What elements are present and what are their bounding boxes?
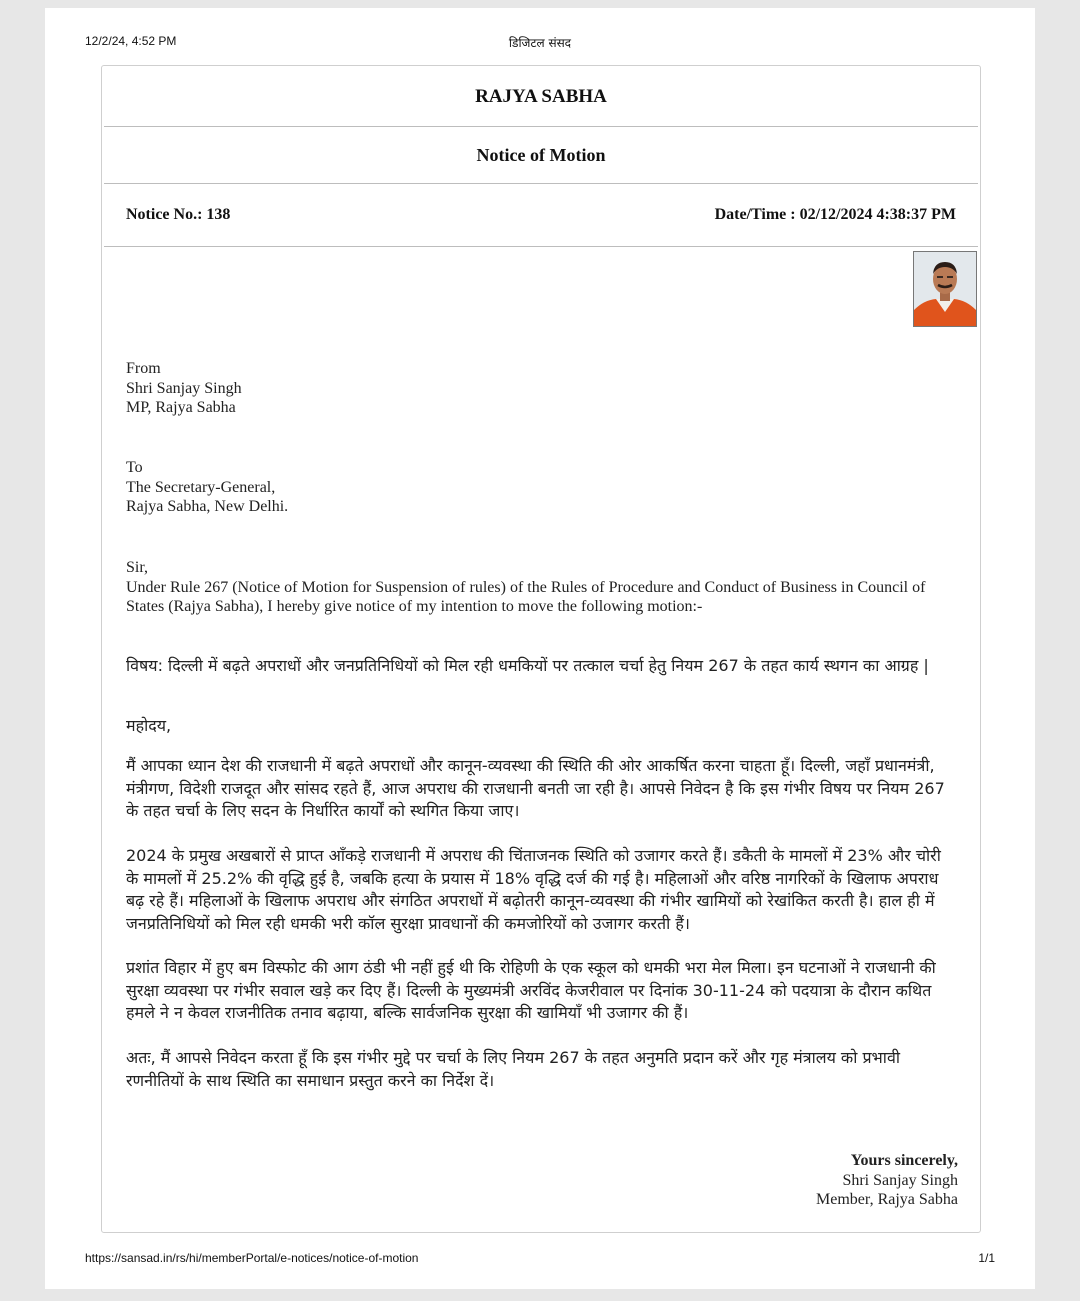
printed-page bbox=[45, 8, 1035, 1289]
to-address: Rajya Sabha, New Delhi. bbox=[126, 498, 289, 515]
from-block bbox=[126, 359, 958, 418]
member-photo bbox=[913, 251, 977, 327]
salutation: Sir, bbox=[126, 559, 149, 576]
divider bbox=[104, 183, 978, 184]
subject-text: विषय: दिल्ली में बढ़ते अपराधों और जनप्रतिनिधियों को मिल रही धमकियों पर तत्काल चर्चा हेतु नियम 267 के तहत कार्य स्थगन का आग्रह | bbox=[126, 656, 929, 675]
divider bbox=[104, 246, 978, 247]
notice-datetime: Date/Time : 02/12/2024 4:38:37 PM bbox=[714, 206, 956, 223]
print-site-title: डिजिटल संसद bbox=[508, 36, 572, 50]
signatory-title: Member, Rajya Sabha bbox=[816, 1191, 958, 1208]
divider bbox=[104, 126, 978, 127]
intro-text: Under Rule 267 (Notice of Motion for Suspension of rules) of the Rules of Procedure and Conduct of Business in Council of States (Rajya Sabha), I hereby give notice of my intention to move the following motion:- bbox=[126, 578, 926, 615]
intro-block bbox=[126, 558, 958, 617]
print-datetime: 12/2/24, 4:52 PM bbox=[85, 34, 177, 48]
notice-title: Notice of Motion bbox=[476, 145, 606, 165]
to-block bbox=[126, 458, 958, 517]
print-url: https://sansad.in/rs/hi/memberPortal/e-notices/notice-of-motion bbox=[85, 1251, 419, 1265]
print-page-number: 1/1 bbox=[978, 1251, 995, 1265]
signatory-name: Shri Sanjay Singh bbox=[842, 1171, 958, 1189]
signature-block bbox=[816, 1151, 958, 1210]
to-recipient: The Secretary-General, bbox=[126, 478, 276, 496]
closing: Yours sincerely, bbox=[850, 1152, 958, 1169]
greeting-text: महोदय, bbox=[126, 716, 172, 735]
notice-card bbox=[101, 65, 981, 1233]
notice-number: Notice No.: 138 bbox=[126, 206, 231, 223]
from-name: Shri Sanjay Singh bbox=[126, 379, 242, 397]
to-label: To bbox=[126, 459, 143, 476]
paragraph-2: 2024 के प्रमुख अखबारों से प्राप्त आँकड़े राजधानी में अपराध की चिंताजनक स्थिति को उजागर करते हैं। डकैती के मामलों में 23% और चोरी के मामलों में 25.2% की वृद्धि हुई है, जबकि हत्या के प्रयास में 18% वृद्धि दर्ज की गई है। महिलाओं और वरिष्ठ नागरिकों के खिलाफ अपराध बढ़ रहे हैं। महिलाओं के खिलाफ अपराध और संगठित अपराधों में बढ़ोतरी कानून-व्यवस्था की गंभीर खामियों को रेखांकित करती है। हाल ही में जनप्रतिनिधियों को मिल रही धमकी भरी कॉल सुरक्षा प्रावधानों की कमजोरियों को उजागर करती हैं। bbox=[126, 846, 941, 933]
paragraph-4: अतः, मैं आपसे निवेदन करता हूँ कि इस गंभीर मुद्दे पर चर्चा के लिए नियम 267 के तहत अनुमति प्रदान करें और गृह मंत्रालय को प्रभावी रणनीतियों के साथ स्थिति का समाधान प्रस्तुत करने का निर्देश दें। bbox=[126, 1048, 900, 1090]
house-title: RAJYA SABHA bbox=[475, 86, 607, 107]
paragraph-3: प्रशांत विहार में हुए बम विस्फोट की आग ठंडी भी नहीं हुई थी कि रोहिणी के एक स्कूल को धमकी भरा मेल मिला। इन घटनाओं ने राजधानी की सुरक्षा व्यवस्था पर गंभीर सवाल खड़े कर दिए हैं। दिल्ली के मुख्यमंत्री अरविंद केजरीवाल पर दिनांक 30-11-24 को पदयात्रा के दौरान कथित हमले ने न केवल राजनीतिक तनाव बढ़ाया, बल्कि सार्वजनिक सुरक्षा की खामियाँ भी उजागर की हैं। bbox=[126, 958, 936, 1022]
member-photo-image bbox=[914, 252, 976, 326]
from-label: From bbox=[126, 360, 161, 377]
from-designation: MP, Rajya Sabha bbox=[126, 399, 236, 416]
paragraph-1: मैं आपका ध्यान देश की राजधानी में बढ़ते अपराधों और कानून-व्यवस्था की स्थिति की ओर आकर्षित करना चाहता हूँ। दिल्ली, जहाँ प्रधानमंत्री, मंत्रीगण, विदेशी राजदूत और सांसद रहते हैं, आज अपराध की राजधानी बनती जा रही है। आपसे निवेदन है कि इस गंभीर विषय पर नियम 267 के तहत चर्चा के लिए सदन के निर्धारित कार्यों को स्थगित किया जाए। bbox=[126, 756, 945, 820]
